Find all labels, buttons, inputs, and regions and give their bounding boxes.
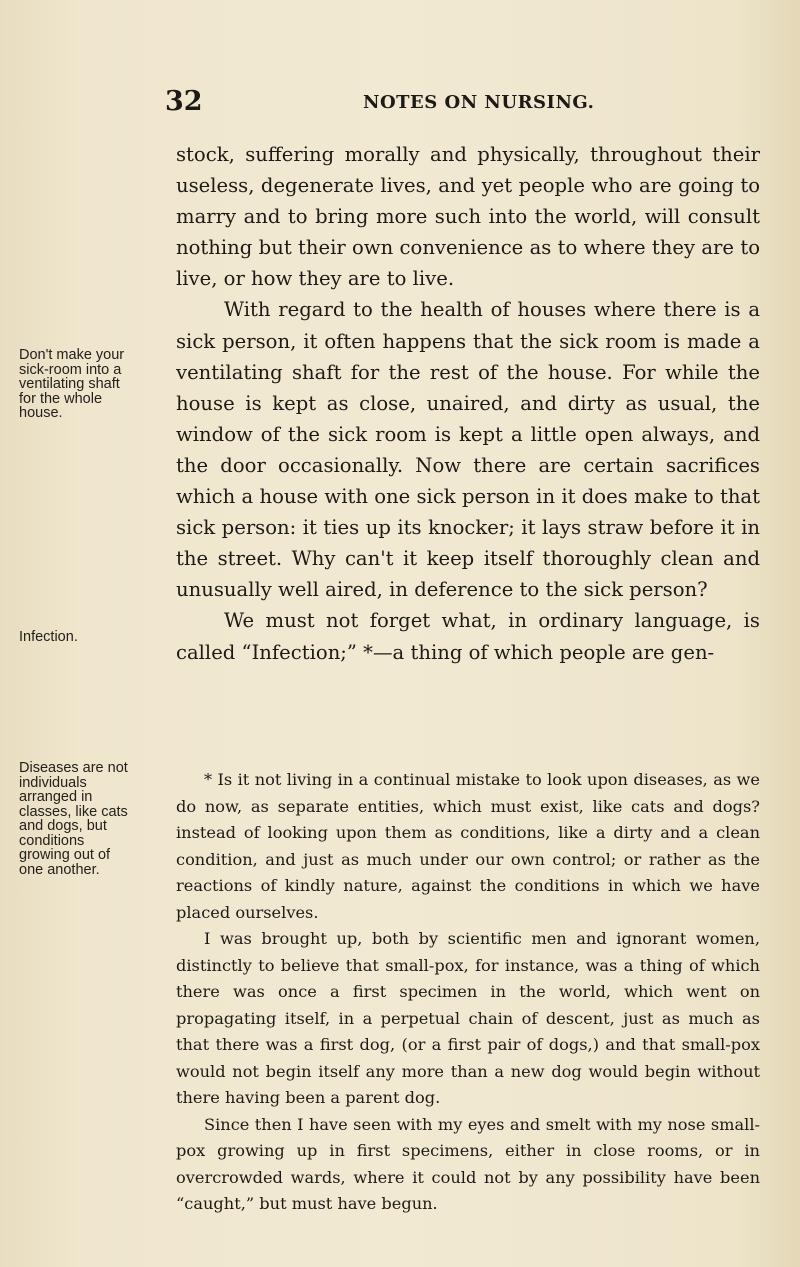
page-number: 32 [165, 86, 203, 117]
margin-note-infection: Infection. [19, 629, 78, 645]
page-header [0, 86, 800, 116]
running-title: NOTES ON NURSING. [363, 92, 595, 113]
body-paragraph: With regard to the health of houses where there is a sick person, it often happens that the sick room is made a ventilating shaft for the rest of the house. For while the house is kept as close, unaired, and dirty as usual, the window of the sick room is kept a little open always, and the door occasionally. Now there are certain sacrifices which a house with one sick person in it does make to that sick person: it ties up its knocker; it lays straw before it in the street. Why can't it keep itself thoroughly clean and unusually well aired, in deference to the sick person? [176, 298, 760, 602]
footnote-paragraph: * Is it not living in a continual mistake to look upon diseases, as we do now, as separate entities, which must exist, like cats and dogs? instead of looking upon them as conditions, like a dirty and a clean condition, and just as much under our own control; or rather as the reactions of kindly nature, against the conditions in which we have placed ourselves. [176, 770, 760, 922]
footnote-block [176, 767, 760, 1218]
main-text [176, 139, 760, 668]
body-paragraph: stock, suffering morally and physically, throughout their useless, degenerate lives, and yet people who are going to marry and to bring more such into the world, will consult nothing but their own convenience as to where they are to live, or how they are to live. [176, 143, 760, 291]
footnote-paragraph: I was brought up, both by scientific men and ignorant women, distinctly to believe that small-pox, for instance, was a thing of which there was once a first specimen in the world, which went on propagating itself, in a perpetual chain of descent, just as much as that there was a first dog, (or a first pair of dogs,) and that small-pox would not begin itself any more than a new dog would begin without there having been a parent dog. [176, 929, 760, 1107]
margin-note-diseases: Diseases are not individuals arranged in classes, like cats and dogs, but conditions growing out of one another. [19, 760, 128, 878]
margin-note-ventilating-shaft: Don't make your sick-room into a ventilating shaft for the whole house. [19, 347, 125, 421]
body-paragraph: We must not forget what, in ordinary language, is called “Infection;” *—a thing of which people are gen- [176, 609, 760, 664]
footnote-paragraph: Since then I have seen with my eyes and smelt with my nose small-pox growing up in first specimens, either in close rooms, or in overcrowded wards, where it could not by any possibility have been “caught,” but must have begun. [176, 1114, 760, 1213]
